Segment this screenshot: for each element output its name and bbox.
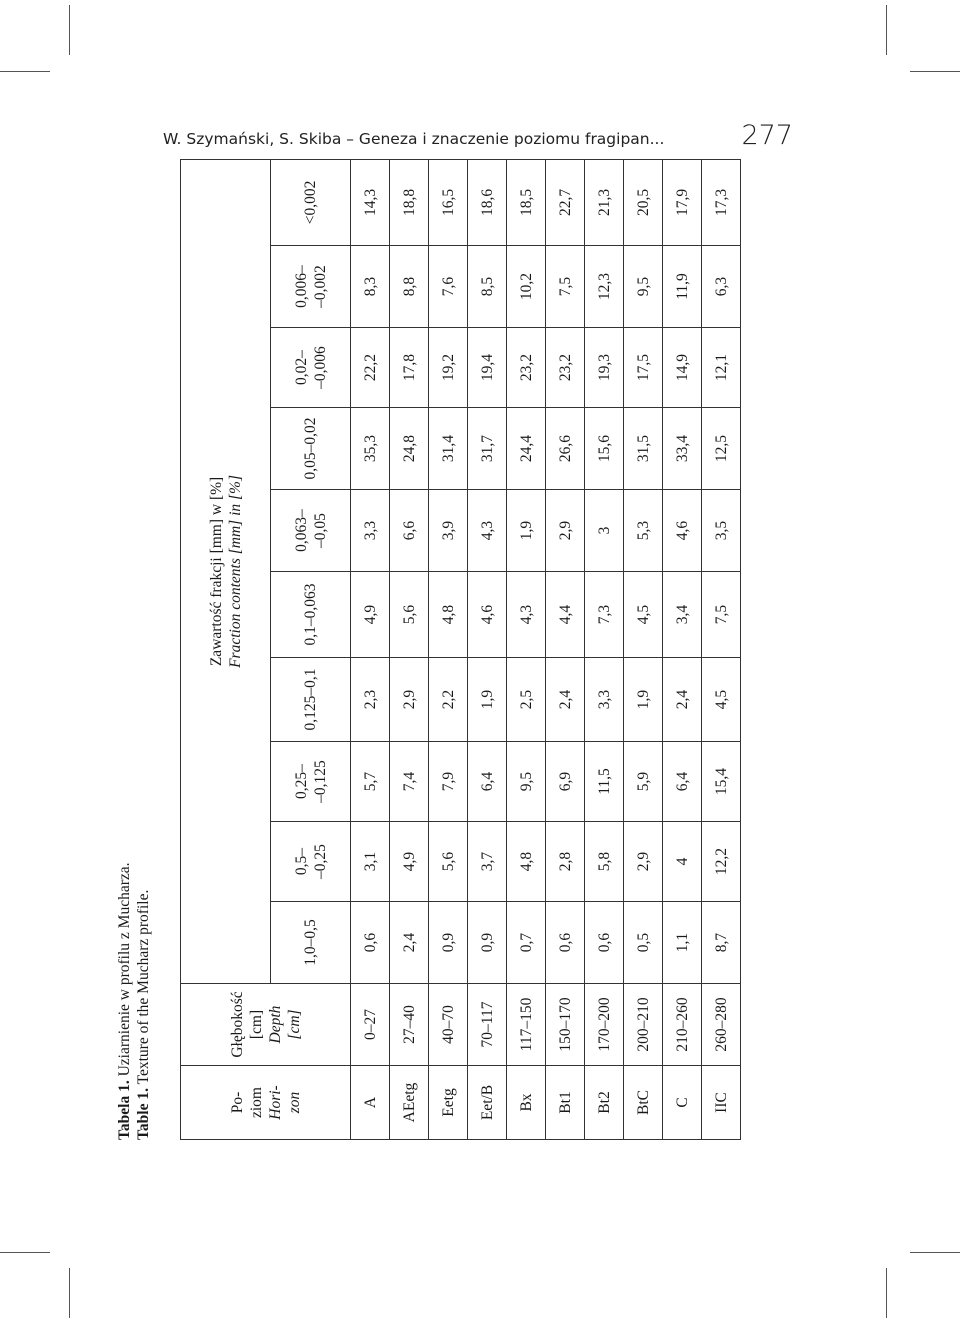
- value-cell: 31,5: [624, 408, 663, 490]
- value-cell: 0,5: [624, 902, 663, 984]
- value-cell: 4,3: [468, 490, 507, 572]
- caption-pl-label: Tabela 1.: [116, 1080, 133, 1140]
- value-cell: 11,9: [663, 246, 702, 328]
- value-cell: 6,4: [468, 742, 507, 822]
- value-cell: 5,7: [351, 742, 390, 822]
- value-cell: 17,3: [702, 159, 741, 245]
- value-cell: 4,8: [507, 822, 546, 902]
- value-cell: 16,5: [429, 159, 468, 245]
- depth-cell: 150–170: [546, 984, 585, 1066]
- depth-cell: 40–70: [429, 984, 468, 1066]
- value-cell: 8,8: [390, 246, 429, 328]
- value-cell: 18,8: [390, 159, 429, 245]
- depth-cell: 200–210: [624, 984, 663, 1066]
- value-cell: 2,2: [429, 658, 468, 742]
- value-cell: 2,4: [663, 658, 702, 742]
- depth-header-line: Głębokość: [228, 991, 246, 1058]
- value-cell: 26,6: [546, 408, 585, 490]
- value-cell: 33,4: [663, 408, 702, 490]
- table-row: [351, 159, 390, 1139]
- horizon-cell: Bt2: [585, 1066, 624, 1140]
- value-cell: 3,7: [468, 822, 507, 902]
- depth-cell: 27–40: [390, 984, 429, 1066]
- crop-mark: [886, 1268, 887, 1318]
- horizon-cell: A: [351, 1066, 390, 1140]
- table-row: [429, 159, 468, 1139]
- value-cell: 9,5: [507, 742, 546, 822]
- value-cell: 7,6: [429, 246, 468, 328]
- value-cell: 1,9: [624, 658, 663, 742]
- value-cell: 2,5: [507, 658, 546, 742]
- fraction-column-header: [271, 742, 351, 822]
- horizon-header-line: ziom: [247, 1087, 265, 1118]
- value-cell: 9,5: [624, 246, 663, 328]
- value-cell: 3,1: [351, 822, 390, 902]
- horizon-cell: Bx: [507, 1066, 546, 1140]
- value-cell: 4,6: [468, 572, 507, 658]
- value-cell: 23,2: [507, 328, 546, 408]
- crop-mark: [886, 5, 887, 55]
- fraction-column-header: [271, 408, 351, 490]
- value-cell: 2,4: [546, 658, 585, 742]
- table-row: [585, 159, 624, 1139]
- value-cell: 5,3: [624, 490, 663, 572]
- fraction-label-line: –0,002: [311, 265, 329, 308]
- depth-header: [181, 984, 351, 1066]
- depth-cell: 70–117: [468, 984, 507, 1066]
- table-body: [351, 159, 741, 1139]
- value-cell: 5,9: [624, 742, 663, 822]
- texture-table: [180, 159, 741, 1140]
- fraction-header-en: Fraction contents [mm] in [%]: [226, 475, 244, 668]
- value-cell: 4,5: [702, 658, 741, 742]
- value-cell: 14,9: [663, 328, 702, 408]
- value-cell: 4,3: [507, 572, 546, 658]
- value-cell: 4: [663, 822, 702, 902]
- value-cell: 19,4: [468, 328, 507, 408]
- value-cell: 15,6: [585, 408, 624, 490]
- horizon-header: [181, 1066, 351, 1140]
- value-cell: 12,5: [702, 408, 741, 490]
- caption-pl-text: Uziarnienie w profilu z Mucharza.: [116, 862, 133, 1077]
- horizon-cell: Bt1: [546, 1066, 585, 1140]
- value-cell: 4,4: [546, 572, 585, 658]
- crop-mark: [910, 1252, 960, 1253]
- value-cell: 6,9: [546, 742, 585, 822]
- value-cell: 8,7: [702, 902, 741, 984]
- fraction-column-header: [271, 822, 351, 902]
- value-cell: 2,9: [390, 658, 429, 742]
- value-cell: 4,9: [351, 572, 390, 658]
- crop-mark: [0, 71, 50, 72]
- caption-pl: [115, 180, 134, 1140]
- rotated-table-block: [115, 180, 755, 1140]
- table-head: [181, 159, 351, 1139]
- fraction-label-line: 0,063–: [292, 509, 310, 552]
- value-cell: 3,5: [702, 490, 741, 572]
- value-cell: 15,4: [702, 742, 741, 822]
- value-cell: 7,5: [702, 572, 741, 658]
- table-row: [624, 159, 663, 1139]
- horizon-header-line: Hori-: [266, 1085, 284, 1120]
- fraction-label-line: <0,002: [302, 180, 319, 225]
- value-cell: 3,3: [351, 490, 390, 572]
- value-cell: 17,8: [390, 328, 429, 408]
- fraction-label-line: –0,05: [311, 513, 329, 548]
- depth-cell: 210–260: [663, 984, 702, 1066]
- value-cell: 2,9: [624, 822, 663, 902]
- value-cell: 3,3: [585, 658, 624, 742]
- caption-en-label: Table 1.: [135, 1088, 152, 1140]
- value-cell: 3: [585, 490, 624, 572]
- value-cell: 20,5: [624, 159, 663, 245]
- horizon-cell: BtC: [624, 1066, 663, 1140]
- value-cell: 1,1: [663, 902, 702, 984]
- value-cell: 18,6: [468, 159, 507, 245]
- value-cell: 2,4: [390, 902, 429, 984]
- depth-cell: 117–150: [507, 984, 546, 1066]
- horizon-header-line: Po-: [228, 1091, 246, 1114]
- value-cell: 2,3: [351, 658, 390, 742]
- table-row: [663, 159, 702, 1139]
- table-row: [507, 159, 546, 1139]
- value-cell: 17,5: [624, 328, 663, 408]
- depth-cell: 0–27: [351, 984, 390, 1066]
- value-cell: 12,2: [702, 822, 741, 902]
- crop-mark: [69, 5, 70, 55]
- crop-mark: [910, 71, 960, 72]
- horizon-cell: C: [663, 1066, 702, 1140]
- value-cell: 11,5: [585, 742, 624, 822]
- value-cell: 7,5: [546, 246, 585, 328]
- value-cell: 8,3: [351, 246, 390, 328]
- fraction-column-header: [271, 159, 351, 245]
- value-cell: 10,2: [507, 246, 546, 328]
- horizon-cell: IIC: [702, 1066, 741, 1140]
- fraction-column-header: [271, 490, 351, 572]
- value-cell: 6,6: [390, 490, 429, 572]
- value-cell: 0,7: [507, 902, 546, 984]
- fraction-label-line: 1,0–0,5: [302, 919, 319, 966]
- fraction-column-header: [271, 246, 351, 328]
- value-cell: 8,5: [468, 246, 507, 328]
- value-cell: 2,9: [546, 490, 585, 572]
- horizon-cell: Eetg: [429, 1066, 468, 1140]
- value-cell: 0,9: [429, 902, 468, 984]
- fraction-column-header: [271, 902, 351, 984]
- value-cell: 6,4: [663, 742, 702, 822]
- fraction-group-header: [181, 159, 271, 983]
- value-cell: 18,5: [507, 159, 546, 245]
- fraction-column-header: [271, 572, 351, 658]
- value-cell: 5,6: [390, 572, 429, 658]
- fraction-label-line: 0,125–0,1: [302, 668, 319, 731]
- page-number: 277: [741, 120, 793, 151]
- fraction-label-line: 0,1–0,063: [302, 583, 319, 646]
- crop-mark: [69, 1268, 70, 1318]
- depth-cell: 260–280: [702, 984, 741, 1066]
- value-cell: 2,8: [546, 822, 585, 902]
- fraction-label-line: –0,006: [311, 346, 329, 389]
- fraction-column-header: [271, 658, 351, 742]
- table-row: [546, 159, 585, 1139]
- value-cell: 4,6: [663, 490, 702, 572]
- value-cell: 0,9: [468, 902, 507, 984]
- page-header: [163, 120, 793, 154]
- value-cell: 7,4: [390, 742, 429, 822]
- value-cell: 4,9: [390, 822, 429, 902]
- table-row: [702, 159, 741, 1139]
- fraction-header-pl: Zawartość frakcji [mm] w [%]: [207, 476, 225, 667]
- value-cell: 7,9: [429, 742, 468, 822]
- value-cell: 14,3: [351, 159, 390, 245]
- fraction-label-line: 0,25–: [292, 764, 310, 799]
- value-cell: 5,6: [429, 822, 468, 902]
- fraction-label-line: –0,125: [311, 760, 329, 803]
- horizon-cell: AEetg: [390, 1066, 429, 1140]
- table-row: [390, 159, 429, 1139]
- fraction-label-line: 0,05–0,02: [302, 417, 319, 480]
- value-cell: 22,7: [546, 159, 585, 245]
- value-cell: 19,3: [585, 328, 624, 408]
- value-cell: 12,1: [702, 328, 741, 408]
- horizon-cell: Eet/B: [468, 1066, 507, 1140]
- fraction-label-line: –0,25: [311, 844, 329, 879]
- value-cell: 0,6: [351, 902, 390, 984]
- fraction-label-line: 0,006–: [292, 265, 310, 308]
- value-cell: 1,9: [507, 490, 546, 572]
- running-title: W. Szymański, S. Skiba – Geneza i znaczenie poziomu fragipan...: [163, 130, 665, 148]
- horizon-header-line: zon: [285, 1091, 303, 1114]
- value-cell: 1,9: [468, 658, 507, 742]
- value-cell: 0,6: [585, 902, 624, 984]
- value-cell: 35,3: [351, 408, 390, 490]
- depth-header-line: Depth: [266, 1005, 284, 1044]
- fraction-label-line: 0,02–: [292, 350, 310, 385]
- value-cell: 0,6: [546, 902, 585, 984]
- value-cell: 24,8: [390, 408, 429, 490]
- fraction-label-line: 0,5–: [292, 847, 310, 876]
- value-cell: 24,4: [507, 408, 546, 490]
- value-cell: 12,3: [585, 246, 624, 328]
- depth-header-line: [cm]: [247, 1009, 265, 1040]
- fraction-column-header: [271, 328, 351, 408]
- depth-cell: 170–200: [585, 984, 624, 1066]
- crop-mark: [0, 1252, 50, 1253]
- value-cell: 3,9: [429, 490, 468, 572]
- value-cell: 17,9: [663, 159, 702, 245]
- depth-header-line: [cm]: [285, 1009, 303, 1040]
- value-cell: 23,2: [546, 328, 585, 408]
- value-cell: 31,7: [468, 408, 507, 490]
- caption-en: [134, 180, 153, 1140]
- value-cell: 6,3: [702, 246, 741, 328]
- value-cell: 31,4: [429, 408, 468, 490]
- value-cell: 5,8: [585, 822, 624, 902]
- table-caption: [115, 180, 153, 1140]
- caption-en-text: Texture of the Mucharz profile.: [135, 889, 152, 1085]
- value-cell: 4,8: [429, 572, 468, 658]
- value-cell: 19,2: [429, 328, 468, 408]
- value-cell: 7,3: [585, 572, 624, 658]
- value-cell: 22,2: [351, 328, 390, 408]
- table-row: [468, 159, 507, 1139]
- value-cell: 21,3: [585, 159, 624, 245]
- value-cell: 4,5: [624, 572, 663, 658]
- value-cell: 3,4: [663, 572, 702, 658]
